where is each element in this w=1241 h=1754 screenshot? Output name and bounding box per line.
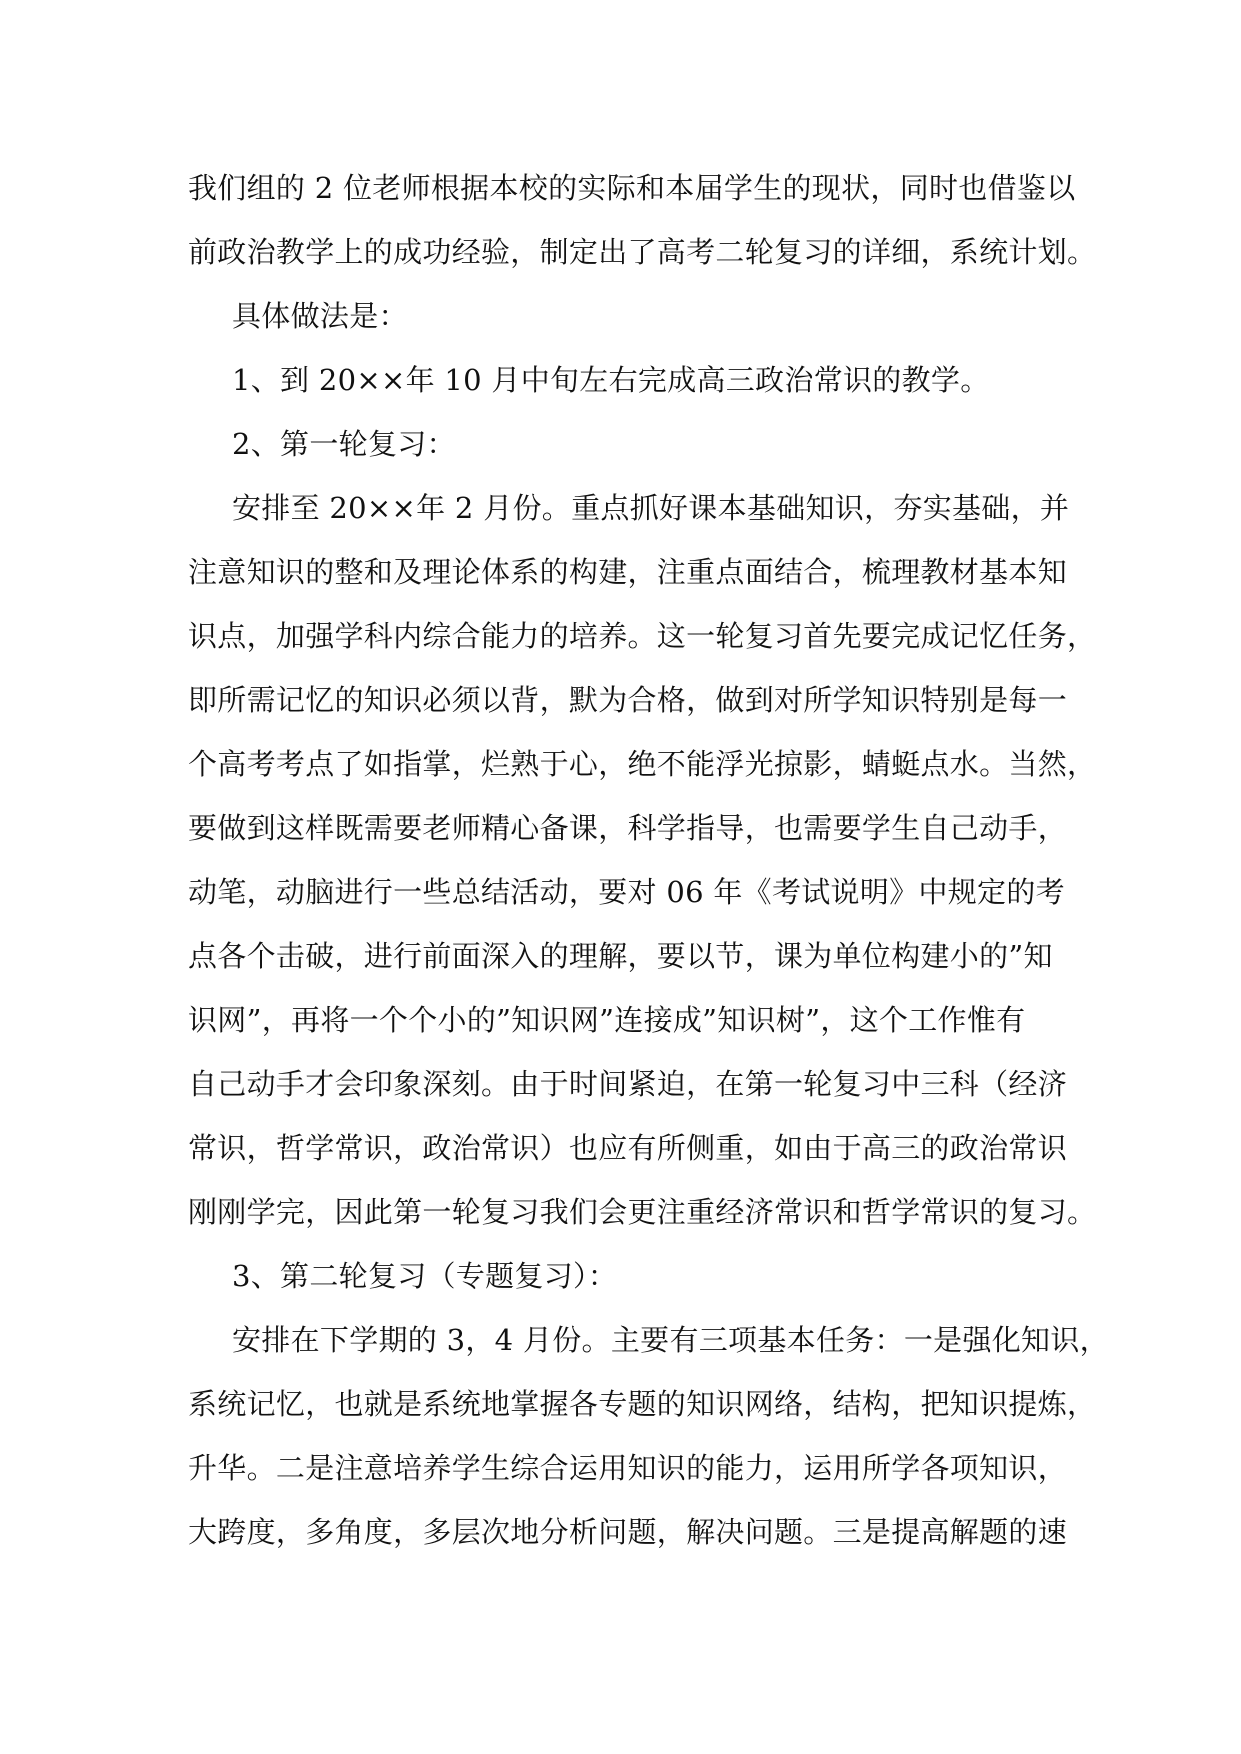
- text-line: 前政治教学上的成功经验，制定出了高考二轮复习的详细，系统计划。: [188, 235, 1097, 269]
- text-line: 自己动手才会印象深刻。由于时间紧迫，在第一轮复习中三科（经济: [188, 1067, 1068, 1101]
- text-line: 具体做法是：: [232, 299, 408, 333]
- text-line: 识网”，再将一个个小的”知识网”连接成”知识树”，这个工作惟有: [188, 1003, 1026, 1037]
- text-line: 识点，加强学科内综合能力的培养。这一轮复习首先要完成记忆任务，: [188, 619, 1097, 653]
- text-line: 动笔，动脑进行一些总结活动，要对 06 年《考试说明》中规定的考: [188, 875, 1065, 909]
- document-body: [188, 166, 1109, 1574]
- text-line: 系统记忆，也就是系统地掌握各专题的知识网络，结构，把知识提炼，: [188, 1387, 1097, 1421]
- text-line: 大跨度，多角度，多层次地分析问题，解决问题。三是提高解题的速: [188, 1515, 1068, 1549]
- text-line: 常识，哲学常识，政治常识）也应有所侧重，如由于高三的政治常识: [188, 1131, 1068, 1165]
- text-line: 升华。二是注意培养学生综合运用知识的能力，运用所学各项知识，: [188, 1451, 1068, 1485]
- text-line: 1、到 20××年 10 月中旬左右完成高三政治常识的教学。: [232, 363, 990, 397]
- text-line: 点各个击破，进行前面深入的理解，要以节，课为单位构建小的”知: [188, 939, 1053, 973]
- text-line: 安排在下学期的 3，4 月份。主要有三项基本任务：一是强化知识，: [232, 1323, 1109, 1357]
- text-line: 我们组的 2 位老师根据本校的实际和本届学生的现状，同时也借鉴以: [188, 171, 1076, 205]
- text-line: 个高考考点了如指掌，烂熟于心，绝不能浮光掠影，蜻蜓点水。当然，: [188, 747, 1097, 781]
- text-line: 即所需记忆的知识必须以背，默为合格，做到对所学知识特别是每一: [188, 683, 1068, 717]
- text-line: 安排至 20××年 2 月份。重点抓好课本基础知识，夯实基础，并: [232, 491, 1070, 525]
- text-line: 注意知识的整和及理论体系的构建，注重点面结合，梳理教材基本知: [188, 555, 1068, 589]
- text-line: 3、第二轮复习（专题复习）：: [232, 1259, 618, 1293]
- text-line: 2、第一轮复习：: [232, 427, 456, 461]
- text-line: 刚刚学完，因此第一轮复习我们会更注重经济常识和哲学常识的复习。: [188, 1195, 1097, 1229]
- text-line: 要做到这样既需要老师精心备课，科学指导，也需要学生自己动手，: [188, 811, 1068, 845]
